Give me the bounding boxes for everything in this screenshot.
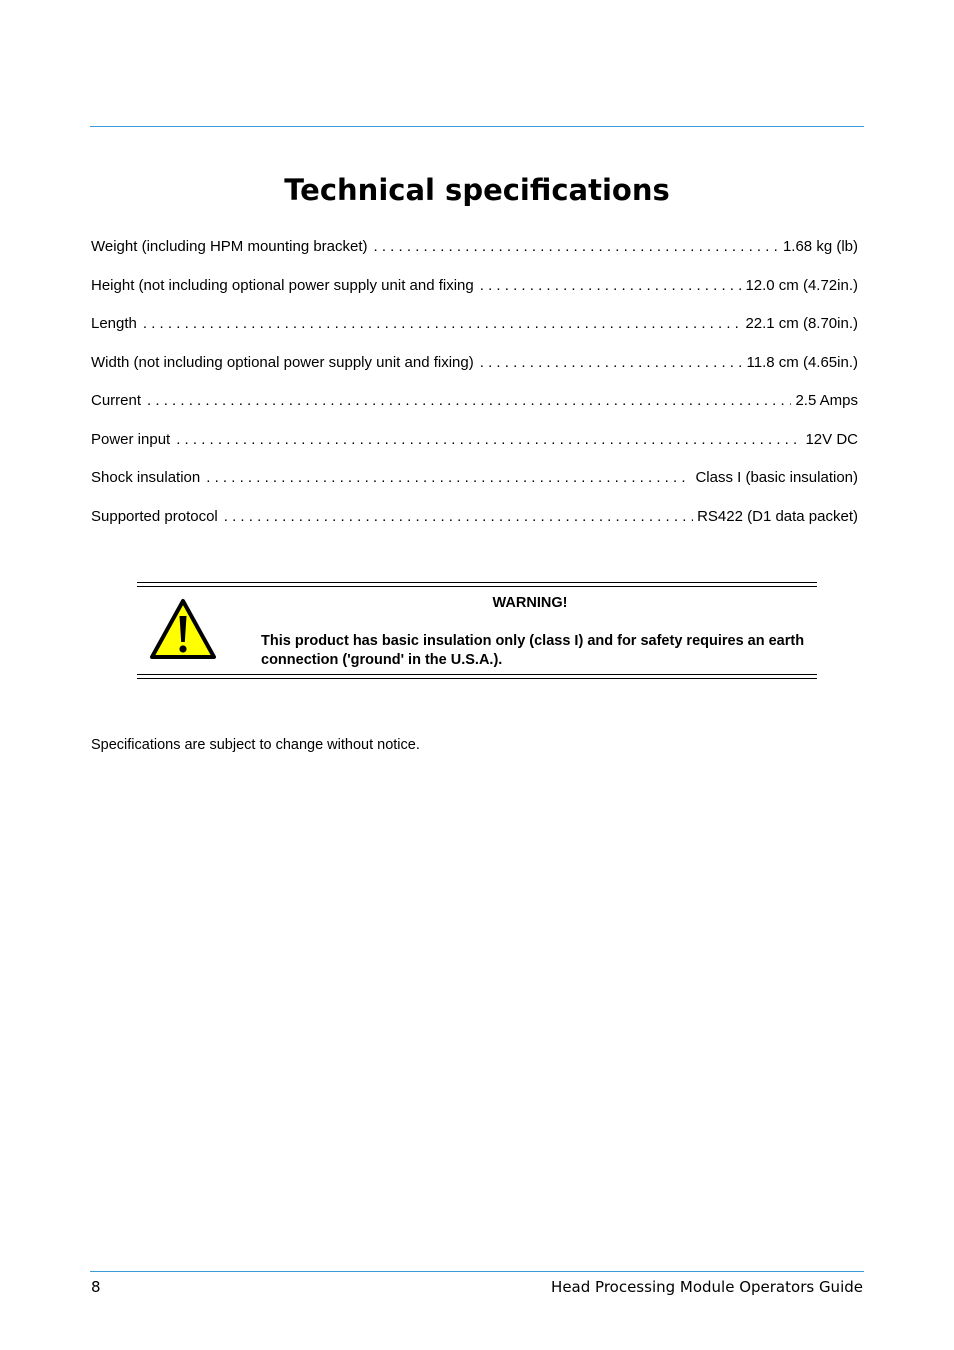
spec-value: 12V DC [805,430,858,448]
spec-label: Supported protocol [91,507,218,525]
dot-leader [147,390,791,412]
footer-rule [90,1271,864,1272]
page-title: Technical specifications [284,173,670,207]
spec-value: 11.8 cm (4.65in.) [746,353,858,371]
spec-label: Height (not including optional power supply unit and fixing [91,276,474,294]
spec-label: Power input [91,430,171,448]
dot-leader [224,506,693,528]
spec-row-protocol [91,506,858,545]
footer-document-title: Head Processing Module Operators Guide [551,1278,863,1296]
page-number: 8 [91,1278,101,1296]
warning-box [137,582,817,680]
header-rule [90,126,864,127]
warning-heading: WARNING! [492,595,568,611]
warning-text: This product has basic insulation only (class I) and for safety requires an earth connection ('ground' in the U.S.A.). [261,633,805,668]
spec-label: Length [91,315,137,332]
spec-label: Weight (including HPM mounting bracket) [91,238,368,255]
spec-row-length [91,313,858,352]
warning-rule-bottom [137,678,817,679]
warning-rule-bottom-inner [137,674,817,675]
dot-leader [176,429,801,451]
spec-row-power-input [91,429,858,468]
spec-row-height [91,275,858,314]
warning-rule-top-inner [137,586,817,587]
spec-list [91,236,858,544]
dot-leader [143,313,742,335]
spec-value: 22.1 cm (8.70in.) [745,315,858,332]
dot-leader [480,275,742,297]
spec-value: 2.5 Amps [795,392,858,409]
spec-value: Class I (basic insulation) [695,469,858,486]
spec-value: 12.0 cm (4.72in.) [745,276,858,294]
spec-value: 1.68 kg (lb) [782,238,858,255]
spec-row-current [91,390,858,429]
spec-row-shock-insulation [91,467,858,506]
spec-label: Current [91,392,142,409]
spec-label: Width (not including optional power supply unit and fixing) [91,353,474,371]
warning-rule-top [137,582,817,583]
dot-leader [480,352,743,374]
warning-triangle-icon [149,598,217,660]
specs-note: Specifications are subject to change without notice. [91,737,420,753]
spec-label: Shock insulation [91,469,201,486]
dot-leader [374,236,779,258]
spec-row-weight [91,236,858,275]
dot-leader [206,467,691,489]
spec-row-width [91,352,858,391]
spec-value: RS422 (D1 data packet) [697,507,858,525]
